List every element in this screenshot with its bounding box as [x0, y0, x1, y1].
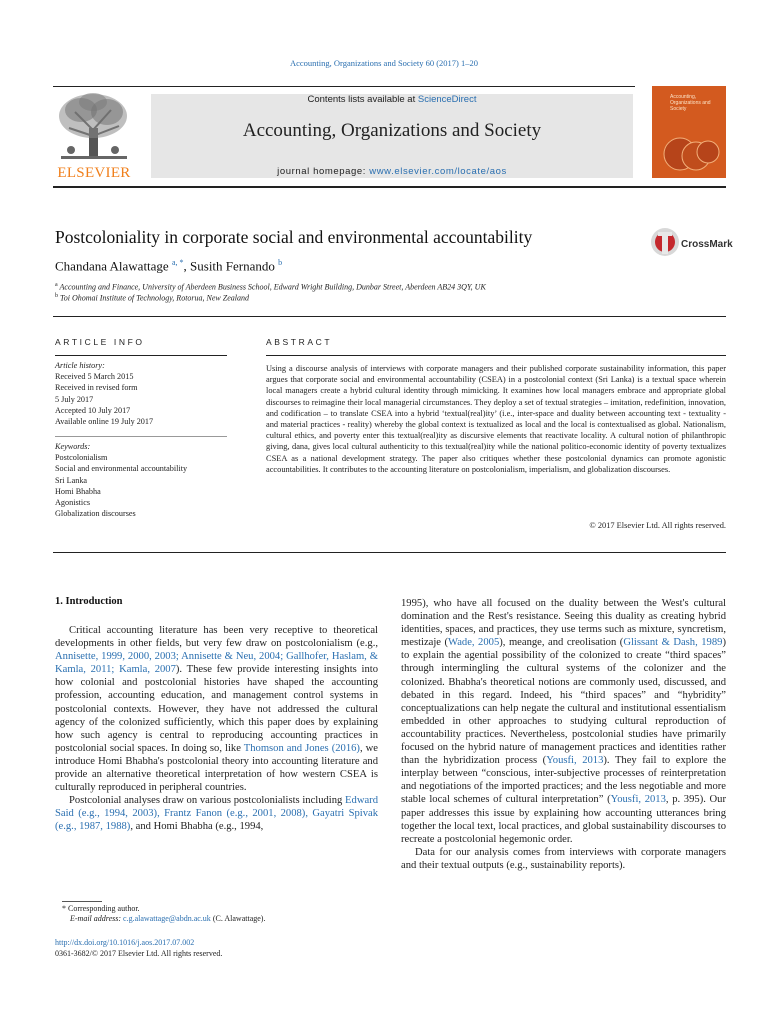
author-line: Chandana Alawattage $^{a, *}$, Susith Fernando $^b$: [55, 258, 283, 274]
journal-name: Accounting, Organizations and Society: [242, 120, 542, 141]
keywords: Keywords: Postcolonialism Social and environmental accountability Sri Lanka Homi Bhabha Agonistics Globalization discourses: [55, 441, 230, 519]
citation-link[interactable]: Yousfi, 2013: [610, 794, 666, 806]
keyword: Homi Bhabha: [55, 486, 101, 496]
contents-line: Contents lists available at ScienceDirect: [307, 94, 477, 105]
section-heading: 1. Introduction: [55, 596, 123, 607]
keyword: Postcolonialism: [55, 453, 108, 463]
citation-link[interactable]: Edward Said (e.g., 1994, 2003), Frantz Fanon (e.g., 2001, 2008), Gayatri Spivak (e.g., 1987, 1988): [55, 795, 378, 833]
email-link[interactable]: c.g.alawattage@abdn.ac.uk: [123, 914, 211, 923]
email-note: E-mail address: c.g.alawattage@abdn.ac.uk (C. Alawattage).: [70, 914, 266, 923]
citation-link[interactable]: Thomson and Jones (2016): [243, 742, 360, 754]
paragraph: Postcolonial analyses draw on various postcolonialists including Edward Said (e.g., 1994, 2003), Frantz Fanon (e.g., 2001, 2008), Gayatri Spivak (e.g., 1987, 1988), and Homi Bhabha (e.g., 1994,: [55, 795, 378, 833]
elsevier-tree-logo: [53, 90, 135, 166]
citation-link[interactable]: Wade, 2005: [448, 637, 500, 649]
journal-homepage: journal homepage: www.elsevier.com/locate/aos: [277, 166, 507, 177]
header-rule-top: [53, 86, 635, 87]
keyword: Globalization discourses: [55, 509, 136, 519]
author-marks[interactable]: a, *: [171, 258, 184, 267]
paragraph: Critical accounting literature has been very receptive to theoretical developments in other fields, but very few draw on postcolonialism (e.g., Annisette, 1999, 2000, 2003; Annisette & Neu, 2004; Gallhofer, Haslam, & Kamla, 2011; Kamla, 2007). These few provide interesting insights into how colonial and postcolonial histories have shaped the accounting profession, accounting education, and management control systems in postcolonial contexts. However, they have not addressed the cultural agency of the colonized sufficiently, which this paper does by explaining how such agency is central to reproducing accounting practices in postcolonial social spaces. In doing so, like Thomson and Jones (2016), we introduce Homi Bhabha's postcolonial theory into accounting literature and provide an alternative theoretical interpretation of how western CSEA is culturally reproduced in peripheral countries.: [55, 625, 378, 794]
section-rule: [53, 316, 726, 317]
paragraph: 1995), who have all focused on the duality between the West's cultural domination and the Rest's resistance. Seeing this duality as creating hybrid identities, spaces, and practices, they use terms such as mixture, syncretism, mestizaje (Wade, 2005), meange, and creolisation (Glissant & Dash, 1989) to explain the agential possibility of the colonized to create “third spaces” through intermingling the cultural systems of the colonizer and the colonized. Bhabha's theoretical notions are commonly used, discussed, and debated in this regard. Indeed, his “third spaces” and “hybridity” conceptualizations can help negate the cultural and institutional essentialism embedded in other approaches to studying cultural reproduction of accountability practices. Nevertheless, postcolonial studies have primarily focused on the hybrid nature of management practices and identities rather than the hybridization process (Yousfi, 2013). They fail to explore the interplay between “conscious, inter-subjective processes of reinterpretation and negotiations of the imported practices; and the less negotiable and more stable local schemes of cultural interpretation” (Yousfi, 2013, p. 395). Our paper addresses this issue by explaining how accounting utterances bring together the local text, local practices, and global sustainability discourses to recreate a postcolonial hegemonic order.: [401, 598, 727, 845]
header-rule-bottom: [53, 186, 726, 188]
history-item: Accepted 10 July 2017: [55, 405, 131, 415]
history-item: Received in revised form: [55, 383, 138, 393]
abstract-heading: ABSTRACT: [266, 337, 333, 347]
crossmark-label[interactable]: CrossMark: [681, 239, 733, 250]
affiliation: $^a$ Accounting and Finance, University of Aberdeen Business School, Edward Wright Building, Dunbar Street, Aberdeen AB24 3QY, UK: [55, 282, 486, 292]
crossmark-icon[interactable]: [650, 226, 680, 260]
abstract-copyright: © 2017 Elsevier Ltd. All rights reserved.: [589, 521, 726, 530]
history-item: 5 July 2017: [55, 394, 94, 404]
abstract-text: Using a discourse analysis of interviews with corporate managers and their published corporate sustainability information, this paper argues that corporate social and environmental accountability (CSEA) in a postcolonial context (Sri Lanka) is a textual space wherein local managers create a hybrid cultural identity through mimicking. It examines how local managers embrace and appropriate global discourses to reimagine their local managerial circumstances. They deploy a set of textual strategies – imitation, redefinition, innovation, and codification – to translate CSEA into a hybrid ‘textual(real)ity’ (i.e., inter-space and duality between accounting text - textuality - and material practices - reality) whereby the global context is textualized as local and the local is contextualised as global. Nationalism, cultural ethics, and poverty enter this textual(real)ity as discursive elements that reactivate locality. A cultural notion of philanthropic giving, dana, gives local cultural authenticity to this textual(real)ity while the national politico-economic identity of poverty textualizes CSEA as a national development strategy. The paper also critiques whether these postcolonial dynamics can promote agonistic accountabilities. It contributes to the accounting literature on postcolonialism, imperialism, and globalization discourses.: [266, 364, 726, 474]
author-name[interactable]: Susith Fernando: [190, 258, 275, 274]
keyword: Social and environmental accountability: [55, 464, 188, 474]
abstract-bottom-rule: [53, 552, 726, 553]
affiliation: $^b$ Toi Ohomai Institute of Technology, Rotorua, New Zealand: [55, 293, 249, 303]
article-history: Article history: Received 5 March 2015 Received in revised form 5 July 2017 Accepted 10 July 2017 Available online 19 July 2017: [55, 360, 230, 427]
homepage-link[interactable]: www.elsevier.com/locate/aos: [369, 166, 507, 177]
history-item: Received 5 March 2015: [55, 372, 134, 382]
citation-link[interactable]: Glissant & Dash, 1989: [623, 637, 723, 649]
doi-link[interactable]: http://dx.doi.org/10.1016/j.aos.2017.07.002: [55, 938, 195, 947]
author-marks[interactable]: b: [278, 258, 283, 267]
cover-graphic: [658, 126, 720, 174]
journal-cover-thumbnail: [652, 86, 726, 178]
keyword: Sri Lanka: [55, 475, 88, 485]
article-info-heading: ARTICLE INFO: [55, 337, 145, 347]
sciencedirect-link[interactable]: ScienceDirect: [417, 94, 477, 105]
citation-link[interactable]: Yousfi, 2013: [546, 755, 604, 767]
body-left-column: [55, 624, 378, 834]
cover-title: Accounting, Organizations and Society: [670, 94, 711, 112]
paragraph: Data for our analysis comes from interviews with corporate managers and their textual outputs (e.g., sustainability reports).: [401, 846, 726, 871]
article-title: Postcoloniality in corporate social and environmental accountability: [55, 227, 533, 247]
issn-line: 0361-3682/© 2017 Elsevier Ltd. All rights reserved.: [55, 949, 223, 958]
author-name[interactable]: Chandana Alawattage: [55, 258, 169, 274]
citation-link[interactable]: Annisette, 1999, 2000, 2003; Annisette & Neu, 2004; Gallhofer, Haslam, & Kamla, 2011; Kamla, 2007: [55, 651, 378, 676]
keyword: Agonistics: [55, 498, 91, 508]
journal-citation[interactable]: Accounting, Organizations and Society 60 (2017) 1–20: [290, 58, 478, 68]
footnote-rule: [62, 901, 102, 902]
history-item: Available online 19 July 2017: [55, 417, 154, 427]
body-right-column: [401, 597, 726, 872]
article-info-rule: [55, 355, 227, 356]
abstract-rule: [266, 355, 726, 356]
elsevier-logo-text: ELSEVIER: [57, 165, 131, 181]
keywords-rule: [55, 436, 227, 437]
corresponding-author-note: * Corresponding author.: [62, 904, 140, 913]
